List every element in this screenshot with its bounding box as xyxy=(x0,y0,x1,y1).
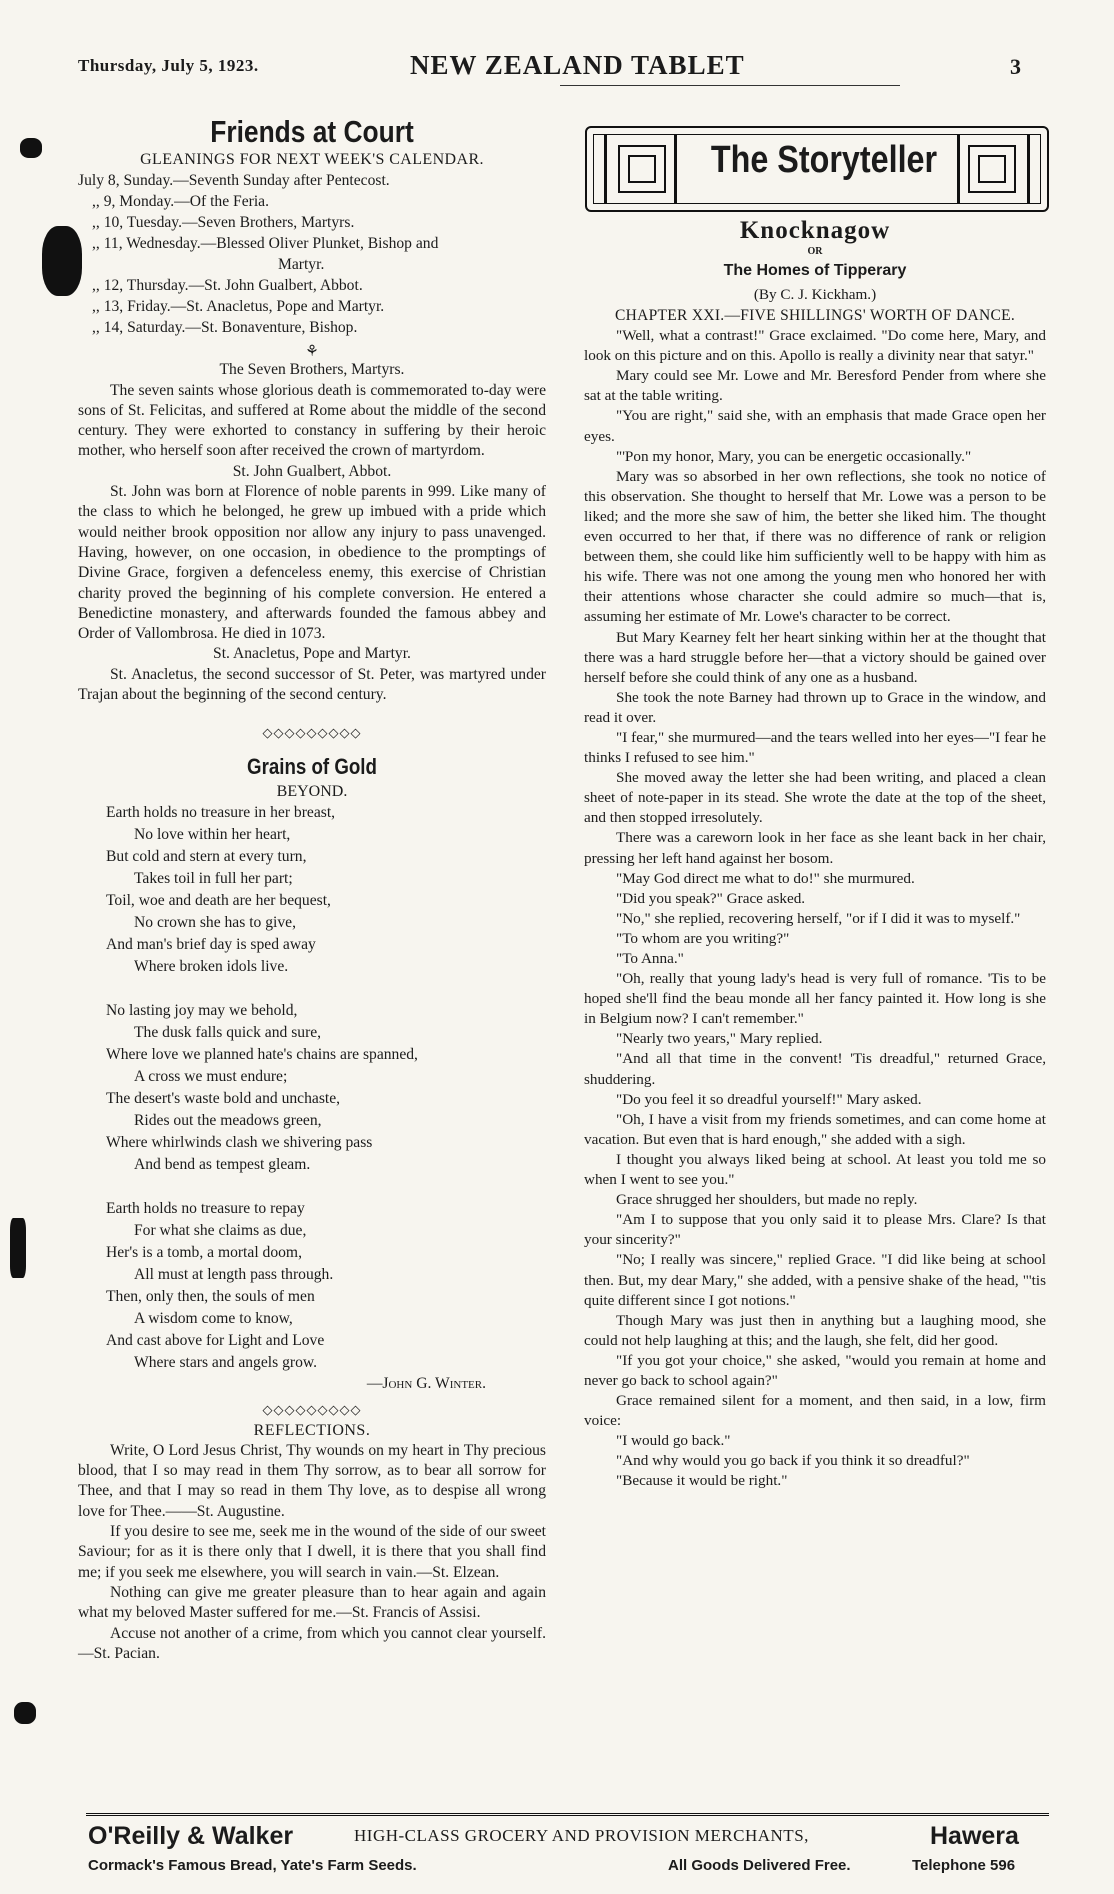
masthead-title: NEW ZEALAND TABLET xyxy=(410,50,745,80)
poem-line: Takes toil in full her part; xyxy=(134,869,293,887)
poem-line xyxy=(106,1176,546,1198)
advertiser-delivery: All Goods Delivered Free. xyxy=(668,1857,851,1874)
story-paragraph: Though Mary was just then in anything but a laughing mood, she could not help laughing at this; and the laugh, she felt, did her good. xyxy=(584,1311,1046,1349)
friends-subtitle: GLEANINGS FOR NEXT WEEK'S CALENDAR. xyxy=(140,151,484,168)
calendar-entry: Martyr. xyxy=(278,256,325,274)
issue-date: Thursday, July 5, 1923. xyxy=(78,56,259,75)
poem-line: And man's brief day is sped away xyxy=(106,935,316,953)
story-paragraph: "'Pon my honor, Mary, you can be energetic occasionally." xyxy=(616,447,972,465)
calendar-list xyxy=(78,170,546,338)
poem-line: Toil, woe and death are her bequest, xyxy=(106,891,331,909)
calendar-entry: ,, 13, Friday.—St. Anacletus, Pope and Martyr. xyxy=(92,298,385,316)
reflections-title: REFLECTIONS. xyxy=(253,1421,371,1439)
poem-line: Where love we planned hate's chains are spanned, xyxy=(106,1045,418,1063)
poem-line: Earth holds no treasure to repay xyxy=(106,1199,305,1217)
john-gualbert-text: St. John was born at Florence of noble parents in 999. Like many of the class to which he belonged, he grew up imbued with a pride which would neither brook opposition nor allow any injury to pass unavenged. Having, however, on one occasion, in obedience to the promptings of Divine Grace, forgiven a defenceless enemy, this exercise of Christian charity proved the beginning of his complete conversion. He entered a Benedictine monastery, and afterwards founded the famous abbey and Order of Vallombrosa. He died in 1073. xyxy=(78,483,546,643)
footer-rule-top xyxy=(86,1813,1049,1816)
poem-line: A wisdom come to know, xyxy=(134,1309,293,1327)
story-paragraph: She moved away the letter she had been writing, and placed a clean sheet of note-paper in its stead. She wrote the date at the top of the sheet, and then stopped irresolutely. xyxy=(584,769,1046,827)
story-paragraph: "Oh, really that young lady's head is very full of romance. 'Tis to be hoped she'll find the beau monde all her fancy painted it. How long is she in Belgium now? I can't remember." xyxy=(584,970,1046,1028)
reflection-3: Nothing can give me greater pleasure than to hear again and again what my beloved Master suffered for me.—St. Francis of Assisi. xyxy=(78,1583,546,1622)
poem-line: Then, only then, the souls of men xyxy=(106,1287,315,1305)
poem-line: A cross we must endure; xyxy=(134,1067,288,1085)
reflection-1: Write, O Lord Jesus Christ, Thy wounds on my heart in Thy precious blood, that I so may read in them Thy sorrow, as to bear all sorrow for Thee, and that I may so read in them Thy love, as to despise all wrong love for Thee.——St. Augustine. xyxy=(78,1441,546,1520)
grains-title: Grains of Gold xyxy=(247,753,377,779)
story-paragraph: I thought you always liked being at school. At least you told me so when I went to see you." xyxy=(584,1150,1046,1189)
poem-line: All must at length pass through. xyxy=(134,1265,334,1283)
scan-blot-2 xyxy=(42,226,82,296)
story-paragraph: But Mary Kearney felt her heart sinking within her at the thought that there was a hard struggle before her—that a victory should be gained over herself before she could think of any one as a husband. xyxy=(584,628,1046,686)
poem-line: Where broken idols live. xyxy=(134,957,289,975)
banner-inner-frame xyxy=(593,134,1041,204)
divider-1: ◇◇◇◇◇◇◇◇◇ xyxy=(262,725,362,741)
advertiser-tagline: HIGH-CLASS GROCERY AND PROVISION MERCHANTS, xyxy=(354,1826,809,1845)
story-paragraph: Mary could see Mr. Lowe and Mr. Beresford Pender from where she sat at the table writing. xyxy=(584,367,1046,405)
story-author: (By C. J. Kickham.) xyxy=(753,286,877,303)
john-gualbert-heading: St. John Gualbert, Abbot. xyxy=(232,462,392,480)
advertiser-telephone: Telephone 596 xyxy=(912,1857,1016,1874)
celtic-ornament-icon xyxy=(968,145,1016,193)
seven-brothers-heading: The Seven Brothers, Martyrs. xyxy=(219,361,405,379)
poem-line: No love within her heart, xyxy=(134,825,291,843)
advertiser-town: Hawera xyxy=(930,1822,1019,1850)
ornament: ⚘ xyxy=(305,343,319,361)
chapter-heading: CHAPTER XXI.—FIVE SHILLINGS' WORTH OF DANCE. xyxy=(614,307,1016,324)
poem-line: But cold and stern at every turn, xyxy=(106,847,307,865)
poem xyxy=(78,802,546,1374)
story-paragraph: "To whom are you writing?" xyxy=(616,929,790,947)
story-body xyxy=(584,326,1046,1491)
story-or: OR xyxy=(807,246,823,257)
story-paragraph: "I fear," she murmured—and the tears welled into her eyes—"I fear he thinks I refused to see him." xyxy=(584,728,1046,767)
story-paragraph: Grace shrugged her shoulders, but made no reply. xyxy=(616,1191,918,1209)
friends-title: Friends at Court xyxy=(210,114,414,149)
story-subtitle: The Homes of Tipperary xyxy=(723,262,907,279)
scan-blot-4 xyxy=(14,1702,36,1724)
calendar-entry: July 8, Sunday.—Seventh Sunday after Pentecost. xyxy=(78,172,390,190)
story-paragraph: "Well, what a contrast!" Grace exclaimed. "Do come here, Mary, and look on this picture and on this. Apollo is really a divinity near that satyr." xyxy=(584,327,1046,365)
poem-line: Where whirlwinds clash we shivering pass xyxy=(106,1133,373,1151)
story-paragraph: "Did you speak?" Grace asked. xyxy=(616,889,806,907)
poem-title: BEYOND. xyxy=(276,782,348,800)
celtic-ornament-icon xyxy=(618,145,666,193)
reflection-2: If you desire to see me, seek me in the wound of the side of our sweet Saviour; for as it is there only that I dwell, it is there that you shall find me; if you seek me elsewhere, you will search in vain.—St. Elzean. xyxy=(78,1523,546,1581)
poem-line: The dusk falls quick and sure, xyxy=(134,1023,322,1041)
calendar-entry: ,, 14, Saturday.—St. Bonaventure, Bishop. xyxy=(92,319,358,337)
story-paragraph: "I would go back." xyxy=(616,1432,731,1450)
story-paragraph: "May God direct me what to do!" she murmured. xyxy=(616,869,915,887)
scan-blot-3 xyxy=(10,1218,26,1278)
divider-2: ◇◇◇◇◇◇◇◇◇ xyxy=(262,1402,362,1418)
seven-brothers-text: The seven saints whose glorious death is commemorated to-day were sons of St. Felicitas, and suffered at Rome about the middle of the second century. They were exhorted to constancy in suffering by their heroic mother, who herself soon after received the crown of martyrdom. xyxy=(78,381,546,460)
storyteller-banner xyxy=(585,126,1049,212)
calendar-entry: ,, 9, Monday.—Of the Feria. xyxy=(92,193,269,211)
poem-line: Her's is a tomb, a mortal doom, xyxy=(106,1243,302,1261)
calendar-entry: ,, 12, Thursday.—St. John Gualbert, Abbot. xyxy=(92,277,363,295)
story-paragraph: Grace remained silent for a moment, and then said, in a low, firm voice: xyxy=(584,1392,1046,1430)
poem-line: And bend as tempest gleam. xyxy=(134,1155,311,1173)
poem-line: And cast above for Light and Love xyxy=(106,1331,325,1349)
story-paragraph: "Oh, I have a visit from my friends sometimes, and can come home at vacation. But even that is hard enough," she added with a sigh. xyxy=(584,1110,1046,1148)
poem-line: Rides out the meadows green, xyxy=(134,1111,322,1129)
right-column xyxy=(584,216,1046,1492)
story-paragraph: "Nearly two years," Mary replied. xyxy=(616,1030,823,1048)
poem-line: The desert's waste bold and unchaste, xyxy=(106,1089,341,1107)
poem-line: No crown she has to give, xyxy=(134,913,296,931)
story-paragraph: There was a careworn look in her face as she leant back in her chair, pressing her left hand against her bosom. xyxy=(584,829,1046,867)
advertiser-specialties: Cormack's Famous Bread, Yate's Farm Seeds. xyxy=(88,1857,417,1874)
anacletus-text: St. Anacletus, the second successor of St. Peter, was martyred under Trajan about the beginning of the second century. xyxy=(78,665,546,704)
poem-line: No lasting joy may we behold, xyxy=(106,1001,298,1019)
reflection-4: Accuse not another of a crime, from which you cannot clear yourself.—St. Pacian. xyxy=(78,1624,546,1662)
banner-bar-right xyxy=(1027,135,1030,203)
story-paragraph: Mary was so absorbed in her own reflections, she took no notice of this observation. She thought to herself that Mr. Lowe was a person to be liked; and the more she saw of him, the better she liked him. The thought even occurred to her that, if there was no difference of rank or religion between them, she could like him sufficiently well to be happy with him as his wife. There was not one among the young men who honored her with their attentions whose character she could admire so much—that is, assuming her estimate of Mr. Lowe's character to be correct. xyxy=(584,467,1046,626)
left-column xyxy=(78,114,546,1664)
poem-line: For what she claims as due, xyxy=(134,1221,307,1239)
story-paragraph: "No," she replied, recovering herself, "or if I did it was to myself." xyxy=(616,909,1021,927)
story-paragraph: She took the note Barney had thrown up to Grace in the window, and read it over. xyxy=(584,688,1046,726)
story-paragraph: "Do you feel it so dreadful yourself!" Mary asked. xyxy=(616,1090,922,1108)
page-number: 3 xyxy=(1010,54,1021,79)
story-paragraph: "If you got your choice," she asked, "would you remain at home and never go back to school again?" xyxy=(584,1351,1046,1389)
storyteller-title: The Storyteller xyxy=(710,139,938,181)
story-paragraph: "To Anna." xyxy=(616,950,684,967)
poem-line: Earth holds no treasure in her breast, xyxy=(106,803,336,821)
story-paragraph: "And all that time in the convent! 'Tis dreadful," returned Grace, shuddering. xyxy=(584,1050,1046,1088)
calendar-entry: ,, 11, Wednesday.—Blessed Oliver Plunket, Bishop and xyxy=(92,235,439,253)
story-title: Knocknagow xyxy=(739,217,891,244)
calendar-entry: ,, 10, Tuesday.—Seven Brothers, Martyrs. xyxy=(92,214,355,232)
header-rule xyxy=(560,85,900,86)
banner-bar-right-2 xyxy=(957,135,960,203)
banner-bar-left-2 xyxy=(674,135,677,203)
poem-line xyxy=(106,978,546,1000)
story-paragraph: "Because it would be right." xyxy=(616,1472,788,1490)
story-paragraph: "And why would you go back if you think it so dreadful?" xyxy=(616,1452,970,1470)
story-paragraph: "Am I to suppose that you only said it to please Mrs. Clare? Is that your sincerity?" xyxy=(584,1211,1046,1249)
banner-bar-left xyxy=(604,135,607,203)
advertiser-name: O'Reilly & Walker xyxy=(88,1822,294,1850)
story-paragraph: "You are right," said she, with an emphasis that made Grace open her eyes. xyxy=(584,407,1046,445)
story-paragraph: "No; I really was sincere," replied Grace. "I did like being at school then. But, my dear Mary," she added, with a pensive shake of the head, "'tis quite different since I got notions." xyxy=(584,1251,1046,1309)
poem-line: Where stars and angels grow. xyxy=(134,1353,318,1371)
scan-blot-1 xyxy=(20,138,42,158)
anacletus-heading: St. Anacletus, Pope and Martyr. xyxy=(213,645,411,663)
poem-author: —John G. Winter. xyxy=(366,1374,486,1392)
